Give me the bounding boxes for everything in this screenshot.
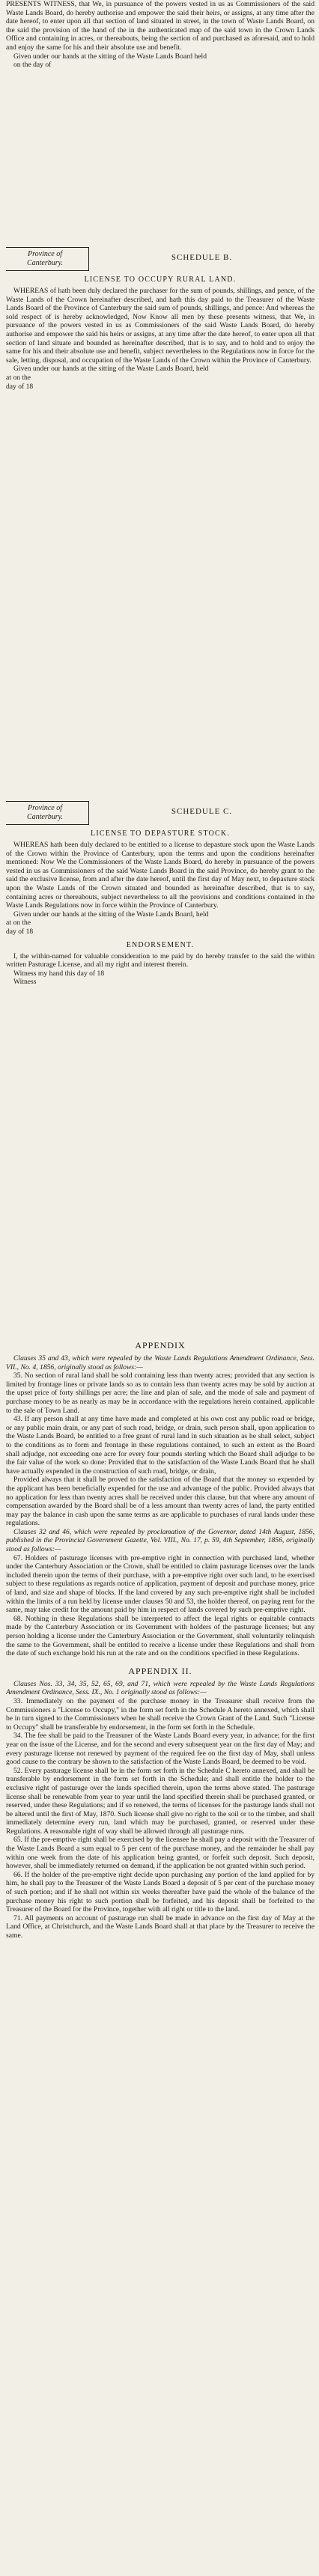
- province-label: Province of: [27, 804, 62, 812]
- schedule-c-header: [6, 801, 315, 825]
- appendix: [6, 1333, 315, 2576]
- paragraph: WHEREAS hath been duly declared to be entitled to a license to depasture stock upon the Waste Lands of the Crown within the Province of Canterbury, upon the terms and upon the conditions hereinafter mentioned: Now We the Commissioners of the Waste Lands Board, do hereby in pursuance of the powers vested in us as Commissioners of the said Waste Lands Board in the said Province, do hereby grant to the said the exclusive license, from and after the date hereof, until the first day of May next, to depasture stock upon the Waste Lands of the Crown situated and bounded as hereinafter described, that is to say, containing acres or thereabouts, subject nevertheless to all the provisions and conditions contained in the Waste Lands Regulations now in force within the Province of Canterbury.: [6, 841, 315, 910]
- schedule-c: [6, 779, 315, 1333]
- paragraph: 71. All payments on account of pasturage run shall be made in advance on the first day of May at the Land Office, at Christchurch, and the Waste Lands Board shall at that place by the Treasurer to receive the same.: [6, 1913, 315, 1940]
- paragraph: 35. No section of rural land shall be sold containing less than twenty acres; provided that any section is limited by frontage lines or private lands so as to contain less than twenty acres may be sold by auction at the upset price of forty shillings per acre; the line and plan of sale, and the mode of sale and payment of purchase money to be as nearly as may be in accordance with the regulations herein contained, applicable to the sale of Town Land.: [6, 1371, 315, 1415]
- province-box: [6, 247, 89, 271]
- paragraph: 52. Every pasturage license shall be in the form set forth in the Schedule C hereto annexed, and shall be transferable by endorsement in the form set forth in the Schedule; and shall entitle the holder to the exclusive right of pasturage over the lands specified therein, upon the terms above stated. The pasturage license shall be renewable from year to year until the land specified therein shall be purchased granted, or reserved, under these Regulations; and if so renewed, the terms of licenses for the pasturage lands shall not be altered until the first of May, 1870. Such license shall give no right to the soil or to the timber, and shall immediately determine every run, land which may be purchased, granted, or reserved under these Regulations. A reasonable right of way shall be allowed through all pasturage runs.: [6, 1766, 315, 1836]
- appendix-intro: Clauses 35 and 43, which were repealed by the Waste Lands Regulations Amendment Ordinance, Sess. VII., No. 4, 1856, originally stood as follows:—: [6, 1354, 315, 1371]
- endorsement-title: ENDORSEMENT.: [126, 940, 195, 949]
- paragraph: 66. If the holder of the pre-emptive right decide upon purchasing any portion of the land applied for by him, he shall pay to the Treasurer of the Waste Lands Board a deposit of 5 per cent of the purchase money of such portion; and if he shall not within six weeks thereafter have paid the whole of the balance of the purchase money his right to such portion shall be forfeited, and his deposit shall be forfeited to the Treasurer of the Board for the Province, together with all right or title to the land.: [6, 1870, 315, 1914]
- province-name: Canterbury.: [26, 259, 64, 267]
- schedule-a-continuation: [6, 0, 315, 225]
- appendix2-title: APPENDIX II.: [128, 1665, 192, 1676]
- paragraph: on the day of: [13, 61, 52, 70]
- province-label: Province of: [27, 250, 62, 258]
- schedule-b-header: [6, 247, 315, 271]
- paragraph: at on the: [6, 919, 31, 928]
- paragraph: Given under our hands at the sitting of the Waste Lands Board held: [13, 52, 207, 61]
- paragraph: PRESENTS WITNESS, that We, in pursuance of the powers vested in us as Commissioners of the said Waste Lands Board, do hereby authorise and empower the said their heirs, or assigns, at any time after the date hereof, to enter upon all that section of land situated in street, in the town of Waste Lands Board, on the said the provision of the hand of the in the authenticated map of the said town in the Crown Lands Office and containing in acres, or thereabouts, being the section of and purchased as aforesaid, and to hold and enjoy the same for his and their absolute use and benefit.: [6, 0, 315, 52]
- paragraph: 67. Holders of pasturage licenses with pre-emptive right in connection with purchased land, whether under the Canterbury Association or the Crown, shall be entitled to claim pasturage licenses over the lands included therein upon the terms of their purchase, with a pre-emptive right over such land, to be exercised subject to these regulations as regards notice of application, payment of deposit and purchase money, price of land, and size and shape of blocks. If the land covered by any such pre-emptive right shall be included within the limits of a run held by license under clauses 50 and 53, the holder thereof, on paying rent for the same, may take credit for the amount paid by him in respect of lands covered by such pre-emptive right.: [6, 1553, 315, 1615]
- appendix-title: APPENDIX: [135, 1340, 186, 1351]
- paragraph: Witness: [13, 978, 37, 987]
- paragraph: Clauses 32 and 46, which were repealed by proclamation of the Governor, dated 14th August, 1856, published in the Provincial Government Gazette, Vol. VIII., No. 17, p. 59, 4th September, 1856, originally stood as follows:—: [6, 1527, 315, 1554]
- appendix2-intro: Clauses Nos. 33, 34, 35, 52, 65, 69, and 71, which were repealed by the Waste Lands Regulations Amendment Ordinance, Sess. IX., No. 1 originally stood as follows:—: [6, 1679, 315, 1697]
- province-name: Canterbury.: [26, 813, 64, 821]
- paragraph: I, the within-named for valuable consideration to me paid by do hereby transfer to the said the within written Pasturage License, and all my right and interest therein.: [6, 951, 315, 969]
- paragraph: 68. Nothing in these Regulations shall be interpreted to affect the legal rights or equitable contracts made by the Canterbury Association or its Government with holders of the pasturage licenses; but any person holding a license under the Canterbury Association or the Government, shall voluntarily relinquish the same to the Government, shall be entitled to receive a license under these Regulations and shall from the date of such exchange hold his run at the rate and on the conditions specified in these Regulations.: [6, 1614, 315, 1658]
- paragraph: day of 18: [6, 927, 34, 936]
- paragraph: Given under our hands at the sitting of the Waste Lands Board, held: [13, 910, 209, 919]
- paragraph: 34. The fee shall be paid to the Treasurer of the Waste Lands Board every year, in advance; for the first year on the issue of the License, and for the second and every subsequent year on the first day of May; and every pasturage license not renewed by payment of the required fee on the first day of May, shall unless good cause to the contrary be shown to the satisfaction of the Waste Lands Board, be deemed to be void.: [6, 1732, 315, 1767]
- paragraph: 65. If the pre-emptive right shall be exercised by the licensee he shall pay a deposit with the Treasurer of the Waste Lands Board a sum equal to 5 per cent of the purchase money, and the remainder he shall pay within one week from the date of his application being granted, or forfeit such deposit. Such deposit, however, shall be immediately returned on demand, if the application be not granted within such period.: [6, 1836, 315, 1871]
- schedule-title: SCHEDULE B.: [171, 253, 233, 262]
- paragraph: WHEREAS of hath been duly declared the purchaser for the sum of pounds, shillings, and pence, of the Waste Lands of the Crown hereinafter described, and hath this day paid to the Treasurer of the Waste Lands Board of the Province of Canterbury the said sum of pounds, shillings, and pence: And whereas the sold respect of is hereby acknowledged, Now Know all men by these presents witness, that We, in pursuance of the powers vested in us as Commissioners of the said Waste Lands Board, do hereby authorise and empower the said his heirs or assigns, at any time after the date hereof, to enter upon all that section of land situate and bounded as hereinafter described, that is to say, and to hold and to enjoy the same for his and their absolute use and benefit, subject nevertheless to the Regulations now in force for the sale, letting, disposal, and occupation of the Waste Lands of the Crown within the Province of Canterbury.: [6, 287, 315, 365]
- paragraph: day of 18: [6, 382, 34, 391]
- schedule-title: SCHEDULE C.: [171, 807, 233, 816]
- paragraph: Witness my hand this day of 18: [13, 969, 105, 978]
- paragraph: Given under our hands at the sitting of the Waste Lands Board, held: [13, 365, 209, 374]
- license-title: LICENSE TO OCCUPY RURAL LAND.: [84, 275, 237, 284]
- province-box: [6, 801, 89, 825]
- paragraph: Provided always that it shall be proved to the satisfaction of the Board that the money so expended by the applicant has been beneficially expended for the use and advantage of the public. Provided always that no application for less than twenty acres shall be received under this clause, but that where any amount of compensation awarded by the Board shall be of a less amount than twenty acres of land, the party entitled may pay the balance in cash upon the same terms as are applicable to purchases of rural lands under these regulations.: [6, 1476, 315, 1528]
- schedule-b: [6, 225, 315, 779]
- paragraph: 43. If any person shall at any time have made and completed at his own cost any public road or bridge, or any public main drain, or any part of such road, bridge, or drain, such person shall, upon application to the Waste Lands Board, be entitled to a free grant of rural land in such situation as he shall select, subject to the conditions as to form and frontage in these regulations contained, to such an extent as the Board shall adjudge, not exceeding one acre for every four pounds sterling which the Board shall adjudge to be the fair value of the work so done: Provided that to the satisfaction of the Waste Lands Board that he shall have actually expended in the construction of such road, bridge, or drain,: [6, 1415, 315, 1476]
- paragraph: 33. Immediately on the payment of the purchase money in the Treasurer shall receive from the Commissioners a "License to Occupy," in the form set forth in the Schedule A hereto annexed, which shall be in turn signed to the Commissioners when he shall receive the Crown Grant of the Land. Such "License to Occupy" shall be transferable by endorsement, in the form set forth in the Schedule.: [6, 1696, 315, 1732]
- license-title: LICENSE TO DEPASTURE STOCK.: [91, 829, 230, 838]
- paragraph: at on the: [6, 373, 31, 382]
